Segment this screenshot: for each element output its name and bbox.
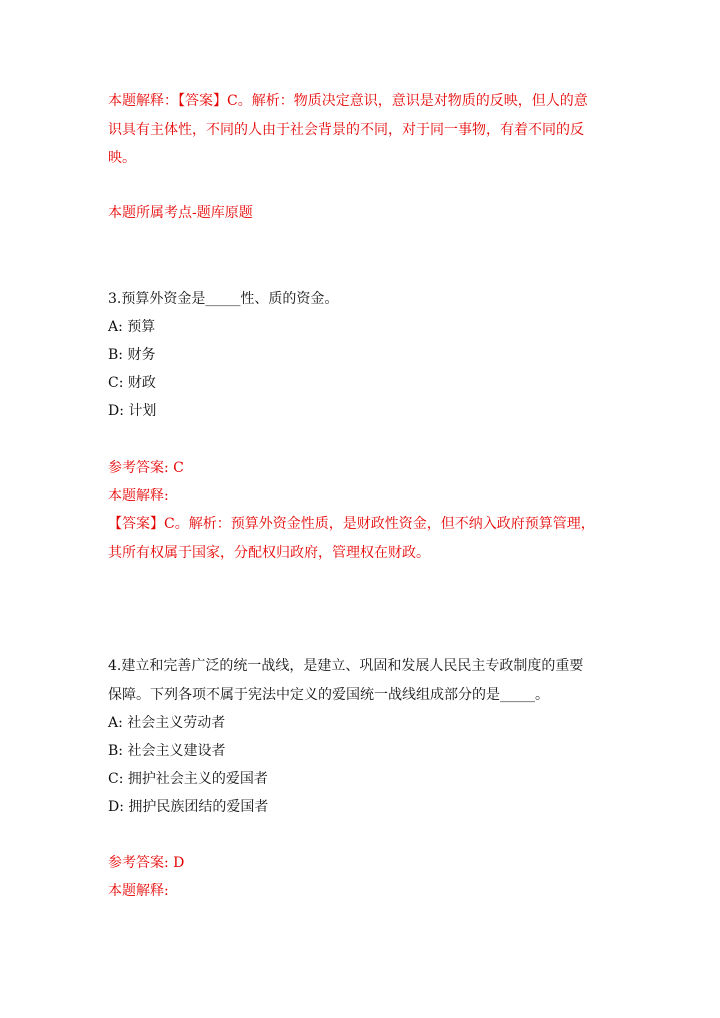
q3-option-d: D: 计划 (108, 403, 157, 419)
q3-explanation-line-2: 其所有权属于国家，分配权归政府，管理权在财政。 (108, 545, 430, 561)
q3-option-b: B: 财务 (108, 347, 156, 363)
q4-option-c: C: 拥护社会主义的爱国者 (108, 771, 268, 787)
q3-stem: 3.预算外资金是_____性、质的资金。 (108, 291, 339, 307)
prev-source-note: 本题所属考点-题库原题 (108, 205, 253, 221)
q3-option-c: C: 财政 (108, 375, 156, 391)
q4-answer: 参考答案: D (108, 855, 185, 871)
q4-stem-line-2: 保障。下列各项不属于宪法中定义的爱国统一战线组成部分的是_____。 (108, 687, 549, 703)
q3-option-a: A: 预算 (108, 319, 156, 335)
q4-option-b: B: 社会主义建设者 (108, 743, 226, 759)
q3-explanation-label: 本题解释: (108, 488, 169, 504)
q3-explanation-line-1: 【答案】C。解析：预算外资金性质，是财政性资金，但不纳入政府预算管理， (108, 516, 595, 532)
q3-answer: 参考答案: C (108, 460, 184, 476)
q4-option-d: D: 拥护民族团结的爱国者 (108, 799, 269, 815)
q4-stem-line-1: 4.建立和完善广泛的统一战线，是建立、巩固和发展人民民主专政制度的重要 (108, 658, 584, 674)
prev-explanation-line-1: 本题解释：【答案】C。解析：物质决定意识，意识是对物质的反映，但人的意 (108, 93, 588, 109)
prev-explanation-line-3: 映。 (108, 150, 136, 166)
q4-option-a: A: 社会主义劳动者 (108, 715, 226, 731)
q4-explanation-label: 本题解释: (108, 883, 169, 899)
prev-explanation-line-2: 识具有主体性，不同的人由于社会背景的不同，对于同一事物，有着不同的反 (108, 122, 584, 138)
